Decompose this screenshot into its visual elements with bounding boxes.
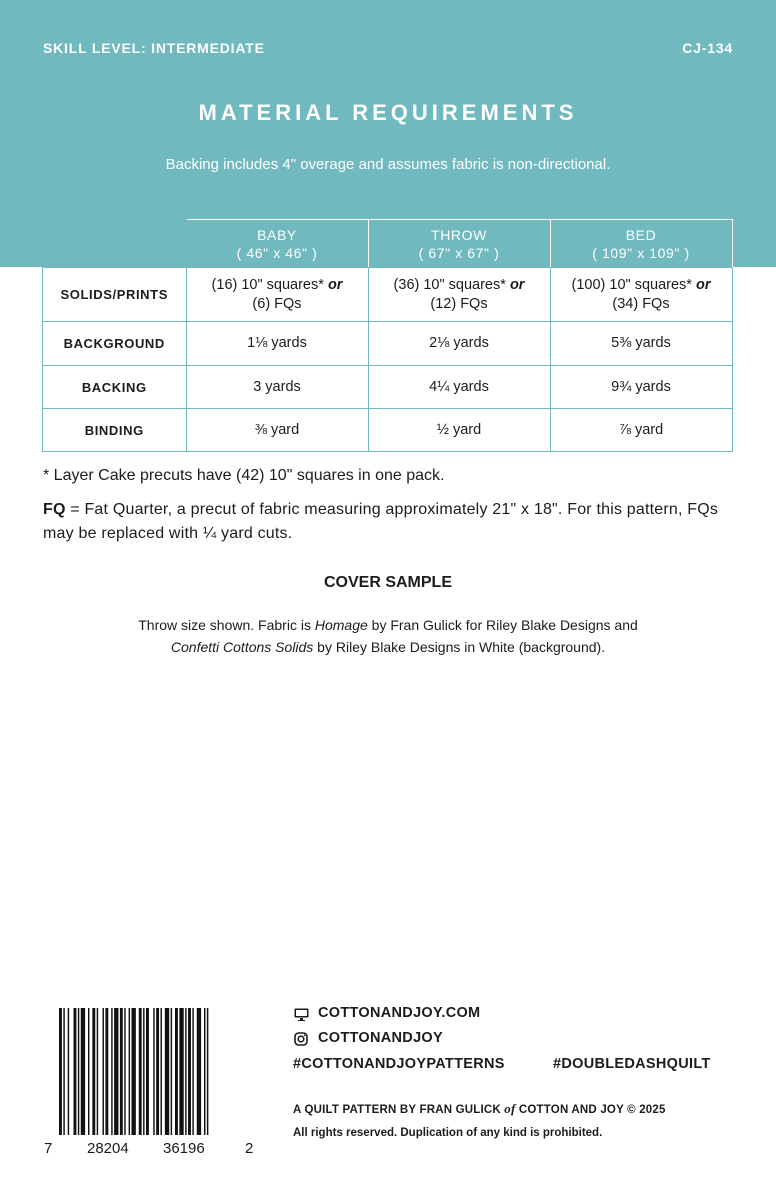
col-name: BABY xyxy=(257,226,297,243)
cell-or: or xyxy=(695,276,711,293)
cell-text: (100) 10" squares* xyxy=(571,276,696,293)
cell-text: (6) FQs xyxy=(252,295,302,312)
pattern-code: CJ-134 xyxy=(682,40,733,56)
cell-baby: 1⅛ yards xyxy=(186,322,368,366)
barcode-bar xyxy=(120,1008,123,1135)
credit-text: A QUILT PATTERN BY FRAN GULICK xyxy=(293,1104,505,1116)
barcode-bar xyxy=(179,1008,183,1135)
barcode-bar xyxy=(139,1008,142,1135)
barcode-bar xyxy=(59,1008,62,1135)
cover-text-part: by Riley Blake Designs in White (background). xyxy=(313,639,606,655)
layer-cake-footnote: * Layer Cake precuts have (42) 10" squares in one pack. xyxy=(43,467,445,484)
barcode-bar xyxy=(197,1008,201,1135)
col-header-bed xyxy=(550,220,732,268)
barcode-bar xyxy=(105,1008,108,1135)
table-row xyxy=(43,268,733,322)
cover-text-part: Throw size shown. Fabric is xyxy=(138,617,315,633)
barcode-digit-group: 28204 xyxy=(87,1140,129,1157)
barcode-bar xyxy=(132,1008,136,1135)
cell-bed: ⅞ yard xyxy=(550,409,732,452)
skill-level: SKILL LEVEL: INTERMEDIATE xyxy=(43,40,265,56)
cell-text: (12) FQs xyxy=(430,295,488,312)
barcode-bar xyxy=(204,1008,205,1135)
cell-throw: 4¼ yards xyxy=(368,366,550,409)
barcode-bar xyxy=(153,1008,154,1135)
credit-text: COTTON AND JOY © 2025 xyxy=(515,1104,666,1116)
fabric-name: Homage xyxy=(314,617,368,633)
barcode-digit: 2 xyxy=(245,1140,254,1157)
barcode-bar xyxy=(103,1008,104,1135)
rights-notice: All rights reserved. Duplication of any kind is prohibited. xyxy=(293,1127,603,1139)
col-size: ( 46" x 46" ) xyxy=(236,244,318,261)
barcode-bar xyxy=(92,1008,95,1135)
barcode-bar xyxy=(165,1008,169,1135)
cell-or: or xyxy=(509,276,525,293)
col-size: ( 109" x 109" ) xyxy=(592,244,690,261)
cell-text: (34) FQs xyxy=(612,295,670,312)
barcode-bar xyxy=(129,1008,130,1135)
cell-or: or xyxy=(327,276,343,293)
material-table xyxy=(42,219,733,452)
instagram-handle[interactable]: COTTONANDJOY xyxy=(318,1030,443,1046)
barcode-bar xyxy=(175,1008,178,1135)
barcode-bar xyxy=(188,1008,191,1135)
barcode-bar xyxy=(124,1008,125,1135)
fq-term: FQ xyxy=(43,501,66,518)
cell-throw: ½ yard xyxy=(368,409,550,452)
pattern-credit xyxy=(293,1101,666,1117)
instagram-icon xyxy=(294,1032,308,1046)
col-header-baby xyxy=(186,220,368,268)
cover-text-part: by Fran Gulick for Riley Blake Designs and xyxy=(367,617,638,633)
page-title: MATERIAL REQUIREMENTS xyxy=(198,100,578,125)
barcode-digit-group: 36196 xyxy=(163,1140,205,1157)
fabric-name: Confetti Cottons Solids xyxy=(170,639,314,655)
table-row xyxy=(43,322,733,366)
row-label: BACKGROUND xyxy=(43,322,187,366)
barcode-bar xyxy=(81,1008,85,1135)
cell-throw: 2⅛ yards xyxy=(368,322,550,366)
barcode-bar xyxy=(63,1008,64,1135)
barcode-bar xyxy=(185,1008,186,1135)
barcode-bar xyxy=(156,1008,159,1135)
row-label: SOLIDS/PRINTS xyxy=(43,268,187,322)
cell-baby xyxy=(186,268,368,322)
cell-bed xyxy=(550,268,732,322)
row-label: BINDING xyxy=(43,409,187,452)
row-label: BACKING xyxy=(43,366,187,409)
fq-footnote xyxy=(43,498,743,546)
barcode-bar xyxy=(171,1008,172,1135)
barcode-bar xyxy=(114,1008,118,1135)
barcode-bar xyxy=(143,1008,144,1135)
cell-baby: 3 yards xyxy=(186,366,368,409)
credit-of: of xyxy=(504,1101,516,1116)
barcode-bar xyxy=(74,1008,77,1135)
barcode-bar xyxy=(97,1008,98,1135)
backing-note: Backing includes 4" overage and assumes fabric is non-directional. xyxy=(165,156,611,173)
cell-throw xyxy=(368,268,550,322)
col-name: BED xyxy=(625,226,657,243)
cell-text: (36) 10" squares* xyxy=(393,276,510,293)
cell-text: (16) 10" squares* xyxy=(211,276,328,293)
cell-bed: 5⅜ yards xyxy=(550,322,732,366)
fq-text: = Fat Quarter, a precut of fabric measuring approximately 21" x 18". For this pattern, FQs may be replaced with ¼ yard cuts. xyxy=(43,501,719,542)
hashtag-quilt: #DOUBLEDASHQUILT xyxy=(553,1056,711,1072)
cell-baby: ⅜ yard xyxy=(186,409,368,452)
barcode-bar xyxy=(111,1008,112,1135)
hashtag-brand: #COTTONANDJOYPATTERNS xyxy=(293,1056,505,1072)
col-size: ( 67" x 67" ) xyxy=(418,244,500,261)
barcode-bar xyxy=(88,1008,89,1135)
barcode-bar xyxy=(192,1008,193,1135)
barcode-bar xyxy=(78,1008,79,1135)
cell-bed: 9¾ yards xyxy=(550,366,732,409)
barcode-bar xyxy=(161,1008,162,1135)
barcode-bar xyxy=(68,1008,69,1135)
col-header-throw xyxy=(368,220,550,268)
website-link[interactable]: COTTONANDJOY.COM xyxy=(318,1005,481,1021)
table-row xyxy=(43,409,733,452)
barcode xyxy=(59,1008,242,1135)
table-row xyxy=(43,366,733,409)
barcode-bar xyxy=(146,1008,149,1135)
cover-sample-text xyxy=(0,614,776,658)
barcode-digit: 7 xyxy=(44,1140,53,1157)
table-corner xyxy=(43,220,187,268)
cover-sample-title: COVER SAMPLE xyxy=(323,574,452,591)
barcode-bar xyxy=(207,1008,208,1135)
col-name: THROW xyxy=(431,226,487,243)
monitor-icon xyxy=(294,1008,309,1021)
